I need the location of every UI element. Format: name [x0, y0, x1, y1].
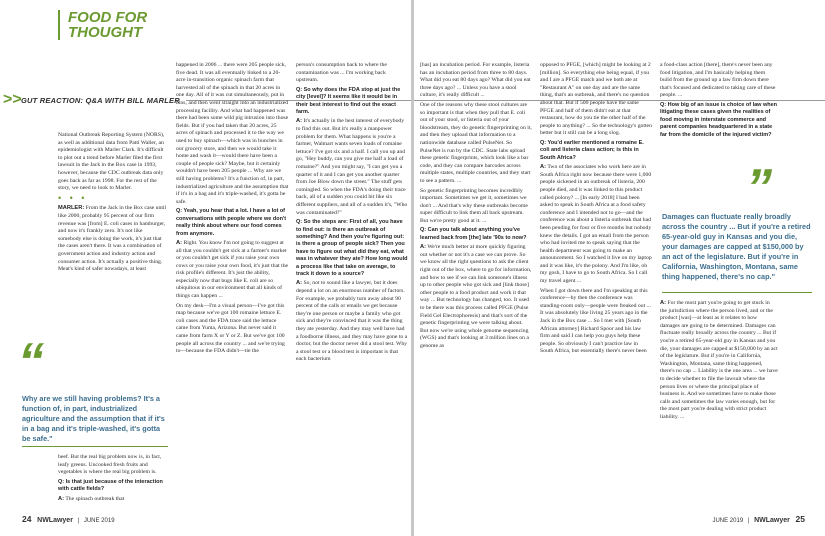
incubation-paragraph: [has] an incubation period. For example, listeria has an incubation period from three to 80 days. What did you eat 80 days ago? What did you eat three days ago? ... Unless you have a stool culture, it's really difficult ... — [420, 62, 531, 99]
page-number: 24 — [22, 514, 32, 524]
marler-paragraph-body: From the Jack in the Box case until like 2000, probably 95 percent of our firm revenue was [from] E. coli cases in hamburger, and now it's frankly zero. It's not like somebody else is doing the work, it's just that the cases aren't there. It was a combination of government action and industry action and consumer action. It's actually a positive thing. Meat's kind of safer nowadays, at least — [58, 205, 167, 273]
section-title-line1: FOOD FOR — [68, 9, 148, 26]
answer — [58, 496, 167, 504]
pull-quote-rule — [22, 446, 168, 447]
right-footer — [712, 514, 805, 524]
left-page — [0, 0, 411, 536]
pull-quote-left: Why are we still having problems? It's a function of, in part, industrialized agriculture and the assumption that if it's in a bag and it's triple-washed, it's gotta be safe." — [22, 394, 165, 443]
issue-date: JUNE 2019 — [83, 518, 115, 524]
question: Q: Is that just because of the interaction with cattle fields? — [58, 478, 163, 493]
left-column-3 — [296, 62, 408, 510]
left-footer — [22, 514, 115, 524]
quote-mark-icon: “ — [11, 333, 51, 391]
quote-mark-icon: ” — [739, 159, 779, 217]
speaker-label: MARLER: — [58, 205, 85, 212]
answer-body: We're much better at more quickly figuring out whether or not it's a case we can prove. So we know all the right questions to ask the client right out of the box, where to go for information, and how to see if we can link someone's illness up to other people who got sick and [link those] other people to a food product and work it that way ... But technology has changed, too. It used to be there was this process called PFGE (Pulse Field Gel Electrophoresis) and that's sort of the genetic fingerprinting we were talking about. But now we're using whole genome sequencing (WGS) and that's looking at 3 million lines on a genome as — [420, 244, 532, 349]
answer — [420, 244, 532, 350]
answer-label: A: — [660, 300, 667, 306]
question: Q: Yeah, you hear that a lot. I have a lot of conversations with people where we don't really think about where our food comes from anymore. — [176, 208, 287, 237]
answer — [176, 240, 289, 301]
magazine-name: NWLawyer — [754, 517, 790, 524]
spinach-paragraph: happened in 2006 ... there were 205 people sick, five dead. It was all eventually linked to a 20-acre in-transition organic spinach farm that harvested all of the spinach in that 20 acres in one day. All of it was cut simultaneously, put in bins, and then went straight into an industrialized processing facility. And what had happened was there had been some wild pig intrusion into those fields. But if you had taken that 20 acres, 25 acres of spinach and processed it to the way we used to buy spinach—which was in bunches in our grocery store, and then we would take it home and wash it—would there have been a couple of people sick? Maybe, but it certainly wouldn't have been 205 people ... Why are we still having problems? It's a function of, in part, industrialized agriculture and the assumption that if it's in a bag and it's triple-washed, it's gotta be safe. — [176, 62, 289, 205]
pull-quote-right: Damages can fluctuate really broadly across the country ... But if you're a retired 65-year-old guy in Kansas and you die, your damages are capped at $150,000 by an act of the legislature. But if you're in California, Washington, Montana, same thing happened, there's no cap." — [662, 212, 811, 281]
answer-label: A: — [176, 239, 183, 246]
intro-paragraph: National Outbreak Reporting System (NORS), as well as additional data from Patti Waller, an epidemiologist with Marler Clark. It's difficult to plot out a trend before Marler filed the first lawsuit in the Jack in the Box case in 1993, however, because the CDC outbreak data only goes back as far as 1998. For the rest of the story, we need to look to Marler. — [58, 132, 165, 192]
pull-quote-rule — [662, 292, 812, 293]
answer-body: Right. You know I'm not going to suggest at all that you couldn't get sick at a farmer's market or you couldn't get sick if you raise your own cows or you raise your own food, it's just that the risk profile's different. It's just the ability, especially now that bugs like E. coli are so ubiquitous in our environment that all kinds of things can happen ... — [176, 239, 289, 300]
consumption-paragraph: person's consumption back to where the contamination was ... I'm working back upstream. — [296, 62, 387, 84]
question: Q: So why does the FDA stop at just the city [level]? It seems like it would be in their best interest to find out the exact farm. — [296, 86, 401, 115]
right-column-1 — [420, 62, 532, 510]
footer-separator: | — [77, 518, 80, 524]
answer-label: A: — [540, 164, 547, 171]
question: Q: Can you talk about anything you've learned back from [the] late '90s to now? — [420, 227, 527, 241]
answer — [660, 300, 778, 422]
footer-separator: | — [747, 518, 750, 524]
left-column-1-bottom — [58, 454, 167, 510]
marler-paragraph — [58, 205, 167, 273]
left-column-1-top — [58, 132, 167, 273]
answer-label: A: — [420, 244, 427, 251]
answer-label: A: — [296, 118, 303, 125]
issue-date: JUNE 2019 — [712, 518, 744, 524]
answer-body: The spinach outbreak that — [64, 495, 125, 502]
answer-body: It's actually in the best interest of everybody to find this out. But it's really a manpower problem for them. What happens is you're a farmer, Walmart wants seven loads of romaine lettuce? I've got six and a half. I call you up and go, "Hey buddy, can you give me half a load of romaine?" And you might say, "I can get you a quarter of it and I can get you another quarter from Joe Blow down the street." The stuff gets comingled. So when the FDA's doing their trace back, all of a sudden you could hit like six different suppliers, and all of a sudden it's, "Who was contaminated?" — [296, 118, 408, 216]
fingerprinting-paragraph: So genetic fingerprinting becomes incredibly important. Sometimes we get it, sometimes we don't ... And that's why these outbreaks become super difficult to link them all back upstream. But we're pretty good at it. ... — [420, 187, 528, 224]
magazine-name: NWLawyer — [37, 517, 73, 524]
left-column-2 — [176, 62, 289, 510]
article-header-label: GUT REACTION: Q&A WITH BILL MARLER — [21, 95, 180, 105]
leafy-greens-paragraph: beef. But the real big problem now is, in fact, leafy greens. Uncooked fresh fruits and vegetables is where the real big problem is. — [58, 454, 162, 476]
section-break-dots: • • • — [58, 192, 88, 203]
answer — [540, 164, 652, 286]
question: Q: So the steps are: First of all, you have to find out: is there an outbreak of something? And then you're figuring out: is there a group of people sick? Then you have to figure out what did they eat, what was in whatever they ate? How long would a process like that take on average, to track it down to a source? — [296, 219, 408, 277]
right-column-2 — [540, 62, 652, 510]
answer-label: A: — [296, 280, 303, 287]
pfge-paragraph: opposed to PFGE, [which] might be looking at 2 [million]. So everything else being equal, if you and I are a PFGE match and we both ate at "Restaurant A" on one day and are the same thing, that's an outbreak, and there's no question about that. But if 500 people have the same PFGE and half of them didn't eat at that restaurant, how do you tie the other half of the people to anything? ... So the technology's gotten better but it still can be a long slog. — [540, 62, 652, 137]
question: Q: How big of an issue is choice of law when litigating these cases given the realities of food moving in interstate commerce and parent companies headquartered in a state far from the domicile of the injured victim? — [660, 101, 778, 138]
section-title-line2: THOUGHT — [68, 24, 143, 41]
answer-label: A: — [58, 495, 65, 502]
answer — [296, 118, 408, 217]
map-paragraph: On my desk—I'm a visual person—I've got this map because we've got 100 romaine lettuce E. coli cases and the FDA trace said the lettuce came from Yuma, Arizona. But never said it came from farm X or Y or Z. But we've got 100 people all across the country ... and we're trying to—because the FDA didn't—tie the — [176, 302, 285, 355]
question: Q: You'd earlier mentioned a romaine E. coli and listeria class action; is this in South Africa? — [540, 139, 644, 161]
stool-culture-paragraph: One of the reasons why these stool cultures are so important is that when they pull that E. coli out of your stool, or listeria out of your bloodstream, they do genetic fingerprinting on it, and then they upload that information to a nationwide database called PulseNet. So PulseNet is run by the CDC. State labs upload these genetic fingerprints, which look like a bar code, and they can compare barcodes across multiple states, multiple countries, and they start to see a pattern. ... — [420, 101, 532, 184]
south-africa-paragraph: When I got down there and I'm speaking at this conference—by then the conference was standing-room only—people were freaked out ... It was absolutely like living 25 years ago in the Jack in the Box case ... So I met with [South African attorney] Richard Spoor and his law firm and said I can help you guys help these people. So obviously I can't practice law in South Africa, but essentially there's never been — [540, 287, 651, 355]
answer-body: So, not to sound like a lawyer, but it does depend a lot on an enormous number of factors. For example, we probably turn away about 90 percent of the calls or emails we get because they're one person or maybe a family who got sick and they're convinced that it was the thing they ate yesterday. And they may well have had a foodborne illness, and they may have gone to a doctor, but the doctor never did a stool test. Why a stool test or a blood test is important is that each bacterium — [296, 280, 408, 363]
right-page — [414, 0, 825, 536]
answer-body: Two of the associates who work here are in South Africa right now because there were 1,000 people sickened in an outbreak of listeria, 200 people died, and it was linked to this product called polony? ... [In early 2018] I had been asked to speak in South Africa at a food safety conference and I intended not to go—and the conference was about a listeria outbreak that had been pending for four or five months but nobody knew the details. I got an email from the person who had invited me to speak saying that the health department was going to make an announcement. So I watched it live on my laptop and it was like, it's the polony. And I'm like, oh my gosh, I have to go to South Africa. So I call my travel agent ... — [540, 164, 652, 285]
chevron-right-icon: >> — [3, 91, 22, 108]
right-column-3-bottom — [660, 300, 778, 510]
page-number: 25 — [795, 514, 805, 524]
answer-body: For the most part you're going to get stuck in the jurisdiction where the person lived, and or the product [was]—at least as it relates to how damages are going to be determined. Damages can fluctuate really broadly across the country ... But if you're a retired 65-year-old guy in Kansas and you die, your damages are capped at $150,000 by an act of the legislature. But if you're in California, Washington, Montana, same thing happened, there's no cap ... Liability is the one area ... we have to decide whether to file the lawsuit where the person lives or where the principal place of business is. And we sometimes have to make those calls and sometimes the law varies enough, but for the most part you're dealing with strict product liability. ... — [660, 300, 778, 420]
section-title — [58, 10, 147, 40]
food-class-paragraph: a food-class action [there], there's never been any food litigation, and I'm basically helping them build from the ground up a law firm down there that's focused and dedicated to taking care of these people. ... — [660, 62, 776, 99]
answer — [296, 280, 408, 364]
